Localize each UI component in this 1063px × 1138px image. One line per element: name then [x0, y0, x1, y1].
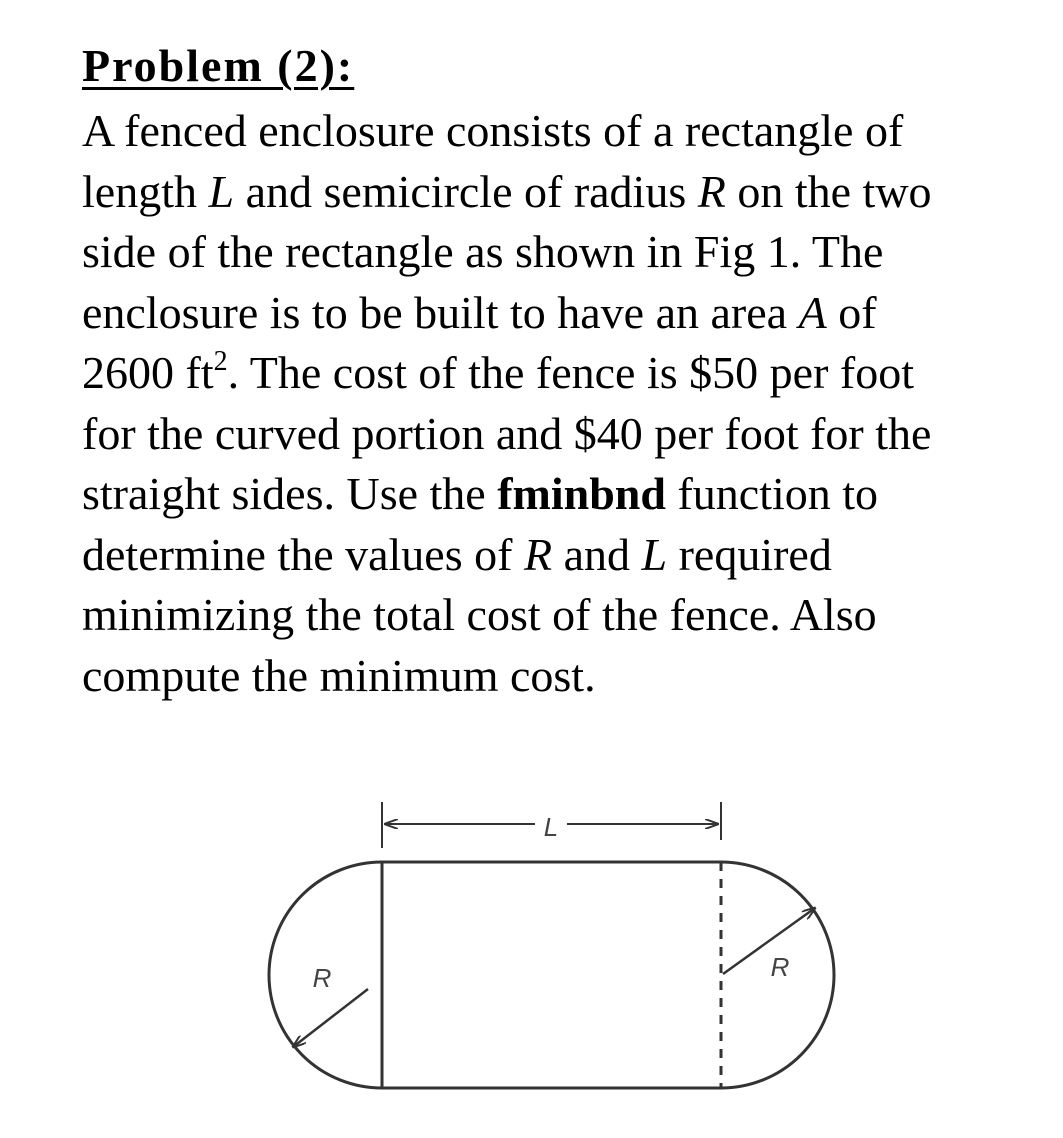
- superscript-2: 2: [213, 346, 228, 377]
- text-line-10: compute the minimum cost.: [82, 649, 596, 701]
- left-radius-arrow: [293, 989, 368, 1047]
- left-radius-label: R: [312, 963, 332, 993]
- text-line-5: 2600 $ft^2$. The cost of the fence is $50 per foot: [82, 346, 914, 398]
- text-line-8: determine the values of R and L required: [82, 528, 832, 580]
- text-line-6: for the curved portion and $40 per foot for the: [82, 407, 932, 459]
- var-L: L: [208, 165, 235, 217]
- problem-title: Problem (2):: [82, 40, 355, 91]
- text-line-9: minimizing the total cost of the fence. Also: [82, 589, 877, 640]
- var-A: A: [798, 286, 827, 338]
- text-line-1: A fenced enclosure consists of a rectangle of: [82, 105, 904, 156]
- function-name: fminbnd: [497, 468, 666, 519]
- text-line-3: side of the rectangle as shown in Fig 1. The: [82, 226, 884, 277]
- var-R: R: [523, 528, 553, 580]
- enclosure-figure: [255, 790, 855, 1120]
- text-line-4: enclosure is to be built to have an area A of: [82, 286, 877, 338]
- text-line-2: length L and semicircle of radius R on the two: [82, 165, 932, 217]
- text-line-7: straight sides. Use the fminbnd function to: [82, 468, 879, 519]
- length-label: L: [543, 812, 559, 842]
- right-radius-label: R: [770, 952, 790, 982]
- right-radius-arrow: [723, 908, 815, 974]
- problem-statement: [82, 101, 1022, 706]
- var-L: L: [641, 528, 668, 580]
- var-R: R: [697, 165, 726, 217]
